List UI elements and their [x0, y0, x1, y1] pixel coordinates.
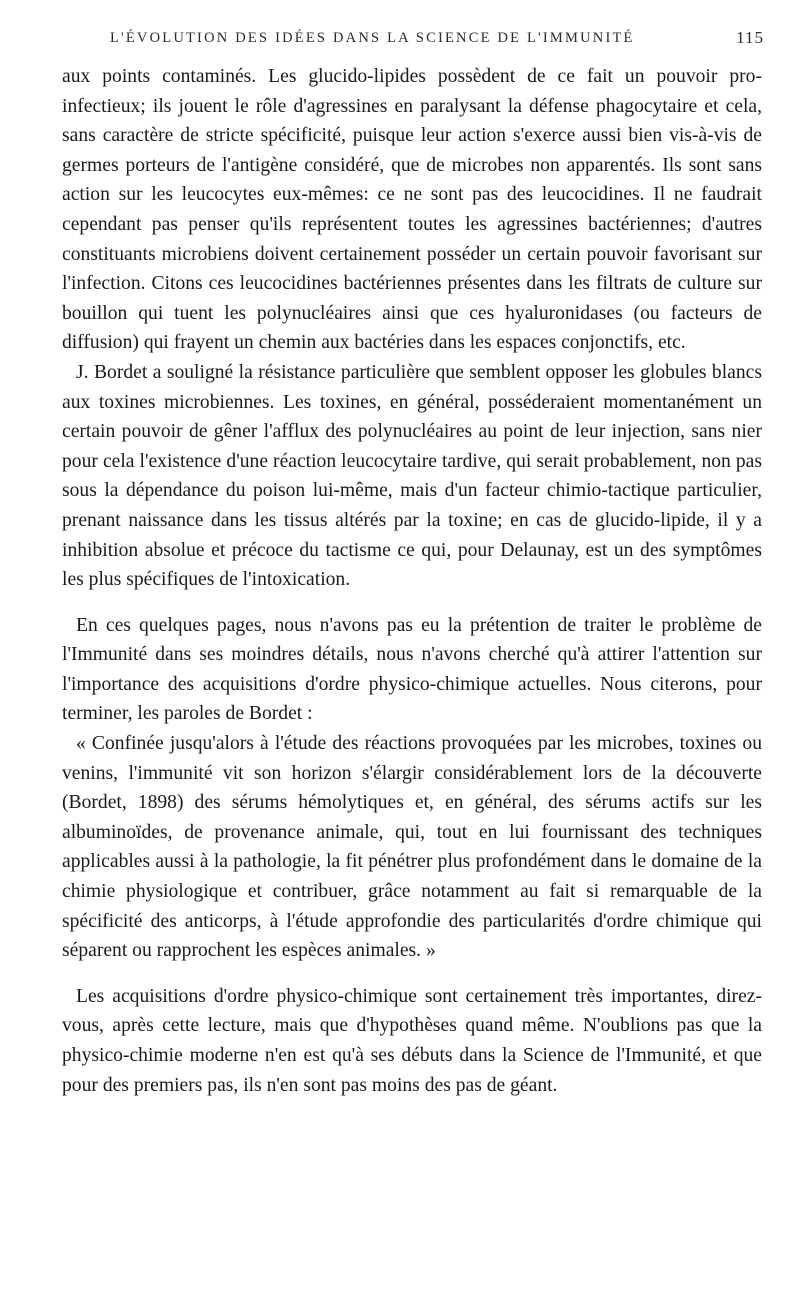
paragraph-final: Les acquisitions d'ordre physico-chimique sont certainement très importantes, direz-vous, après cette lecture, mais que d'hypothèses quand même. N'oublions pas que la physico-chimie moderne n'en est qu'à ses débuts dans la Science de l'Immunité, et que pour des premiers pas, ils n'en sont pas moins des pas de géant.	[62, 985, 762, 1096]
running-title: L'ÉVOLUTION DES IDÉES DANS LA SCIENCE DE L'IMMUNITÉ	[110, 30, 635, 46]
body-text	[62, 62, 762, 1100]
running-header	[62, 24, 762, 54]
book-page	[62, 24, 762, 1100]
page-number: 115	[736, 28, 764, 47]
paragraph-continuation: aux points contaminés. Les glucido-lipides possèdent de ce fait un pouvoir pro-infectieux; ils jouent le rôle d'agressines en paralysant la défense phagocytaire et cela, sans caractère de stricte spécificité, puisque leur action s'exerce aussi bien vis-à-vis de germes porteurs de l'antigène considéré, que de microbes non apparentés. Ils sont sans action sur les leucocytes eux-mêmes: ce ne sont pas des leucocidines. Il ne faudrait cependant pas penser qu'ils représentent toutes les agressines bactériennes; d'autres constituants microbiens doivent certainement posséder un certain pouvoir favorisant sur l'infection. Citons ces leucocidines bactériennes présentes dans les filtrats de culture sur bouillon qui tuent les polynucléaires ainsi que ces hyaluronidases (ou facteurs de diffusion) qui frayent un chemin aux bactéries dans les espaces conjonctifs, etc.	[62, 66, 762, 354]
paragraph-bordet-quote: « Confinée jusqu'alors à l'étude des réactions provoquées par les microbes, toxines ou venins, l'immunité vit son horizon s'élargir considérablement lors de la découverte (Bordet, 1898) des sérums hémolytiques et, en général, des sérums actifs sur les albuminoïdes, de provenance animale, qui, tout en lui fournissant des techniques applicables aussi à la pathologie, la fit pénétrer plus profondément dans le domaine de la chimie physiologique et contribuer, grâce notamment au fait si remarquable de la spécificité des anticorps, à l'étude approfondie des particularités d'ordre chimique qui séparent ou rapprochent les espèces animales. »	[62, 733, 762, 962]
paragraph-bordet-toxines: J. Bordet a souligné la résistance particulière que semblent opposer les globules blancs aux toxines microbiennes. Les toxines, en général, posséderaient momentanément un certain pouvoir de gêner l'afflux des polynucléaires au point de leur injection, sans nier pour cela l'existence d'une réaction leucocytaire tardive, qui serait probablement, non pas sous la dépendance du poison lui-même, mais d'un facteur chimio-tactique particulier, prenant naissance dans les tissus altérés par la toxine; en cas de glucido-lipide, il y a inhibition absolue et précoce du tactisme ce qui, pour Delaunay, est un des symptômes les plus spécifiques de l'intoxication.	[62, 361, 762, 591]
paragraph-conclusion-intro: En ces quelques pages, nous n'avons pas eu la prétention de traiter le problème de l'Immunité dans ses moindres détails, nous n'avons cherché qu'à attirer l'attention sur l'importance des acquisitions d'ordre physico-chimique actuelles. Nous citerons, pour terminer, les paroles de Bordet :	[62, 614, 762, 725]
